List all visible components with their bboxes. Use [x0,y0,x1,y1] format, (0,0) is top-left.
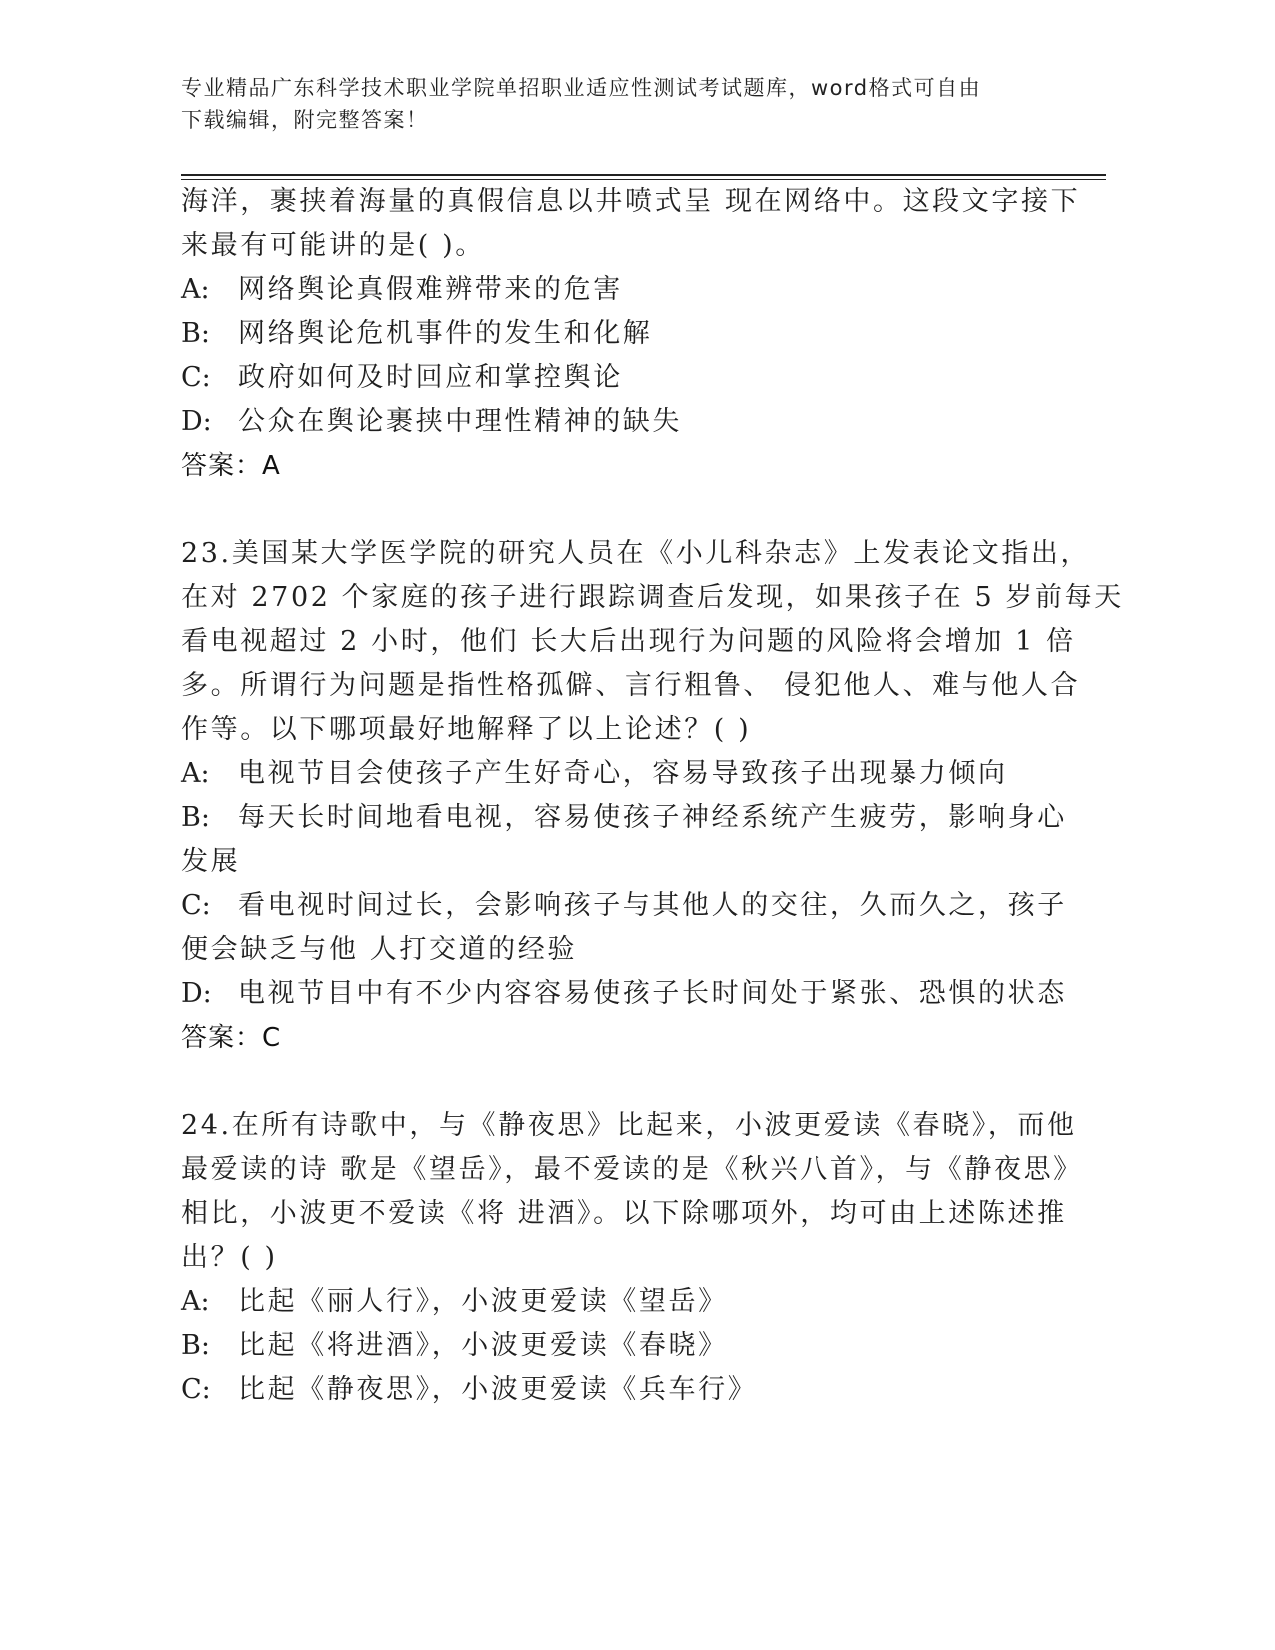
option-a [181,752,1061,796]
option-text: 网络舆论危机事件的发生和化解 [238,318,653,349]
question-stem-line: 看电视超过 2 小时，他们 长大后出现行为问题的风险将会增加 1 倍 [181,626,1076,657]
option-text: 比起《丽人行》，小波更爱读《望岳》 [238,1286,728,1317]
option-c [181,1368,1061,1412]
question-stem-line: 多。所谓行为问题是指性格孤僻、言行粗鲁、 侵犯他人、难与他人合 [181,670,1081,701]
question-stem-line: 24.在所有诗歌中，与《静夜思》比起来，小波更爱读《春晓》，而他 [181,1110,1077,1141]
question-stem-line: 海洋，裹挟着海量的真假信息以井喷式呈 现在网络中。这段文字接下 [181,186,1081,217]
option-letter: C: [181,890,211,921]
option-letter: A: [181,1286,210,1317]
option-text-continued: 发展 [181,846,241,877]
question-23 [181,532,1124,1060]
option-letter: C: [181,1374,211,1405]
option-b [181,1324,1061,1368]
option-text: 电视节目中有不少内容容易使孩子长时间处于紧张、恐惧的状态 [238,978,1067,1009]
option-b [181,796,1067,840]
option-d [181,972,1067,1016]
option-letter: A: [181,758,210,789]
option-text-continued: 便会缺乏与他 人打交道的经验 [181,934,577,965]
option-text: 比起《将进酒》，小波更爱读《春晓》 [238,1330,728,1361]
option-letter: A: [181,274,210,305]
option-d [181,400,1061,444]
option-letter: C: [181,362,211,393]
spacer [181,488,1061,532]
question-stem-line: 出？( ) [181,1242,278,1273]
document-body [181,180,1124,1412]
header-line-2: 下载编辑，附完整答案！ [181,108,429,132]
header-rule-thick [181,174,1106,176]
option-letter: D: [181,978,212,1009]
option-text: 电视节目会使孩子产生好奇心，容易导致孩子出现暴力倾向 [238,758,1008,789]
option-a [181,268,1061,312]
question-stem-line: 在对 2702 个家庭的孩子进行跟踪调查后发现，如果孩子在 5 岁前每天 [181,582,1124,613]
option-c [181,356,1061,400]
option-letter: B: [181,802,210,833]
question-stem-line: 最爱读的诗 歌是《望岳》，最不爱读的是《秋兴八首》，与《静夜思》 [181,1154,1083,1185]
question-stem-line: 23.美国某大学医学院的研究人员在《小儿科杂志》上发表论文指出， [181,538,1091,569]
option-a [181,1280,1061,1324]
option-letter: D: [181,406,212,437]
option-b [181,312,1061,356]
option-letter: B: [181,1330,210,1361]
option-text: 比起《静夜思》，小波更爱读《兵车行》 [238,1374,758,1405]
option-text: 每天长时间地看电视，容易使孩子神经系统产生疲劳，影响身心 [238,802,1067,833]
spacer [181,1060,1061,1104]
question-stem-line: 来最有可能讲的是( )。 [181,230,485,261]
question-stem-line: 作等。以下哪项最好地解释了以上论述？( ) [181,714,752,745]
option-c [181,884,1067,928]
option-letter: B: [181,318,210,349]
question-24 [181,1104,1083,1412]
answer-line: 答案：C [181,1023,282,1053]
question-stem-line: 相比，小波更不爱读《将 进酒》。以下除哪项外，均可由上述陈述推 [181,1198,1067,1229]
option-text: 公众在舆论裹挟中理性精神的缺失 [238,406,682,437]
option-text: 政府如何及时回应和掌控舆论 [238,362,623,393]
option-text: 网络舆论真假难辨带来的危害 [238,274,623,305]
option-text: 看电视时间过长，会影响孩子与其他人的交往，久而久之，孩子 [238,890,1067,921]
question-22 [181,180,1081,488]
page-header [181,72,1061,136]
answer-line: 答案：A [181,451,281,481]
header-line-1: 专业精品广东科学技术职业学院单招职业适应性测试考试题库，word格式可自由 [181,76,982,100]
